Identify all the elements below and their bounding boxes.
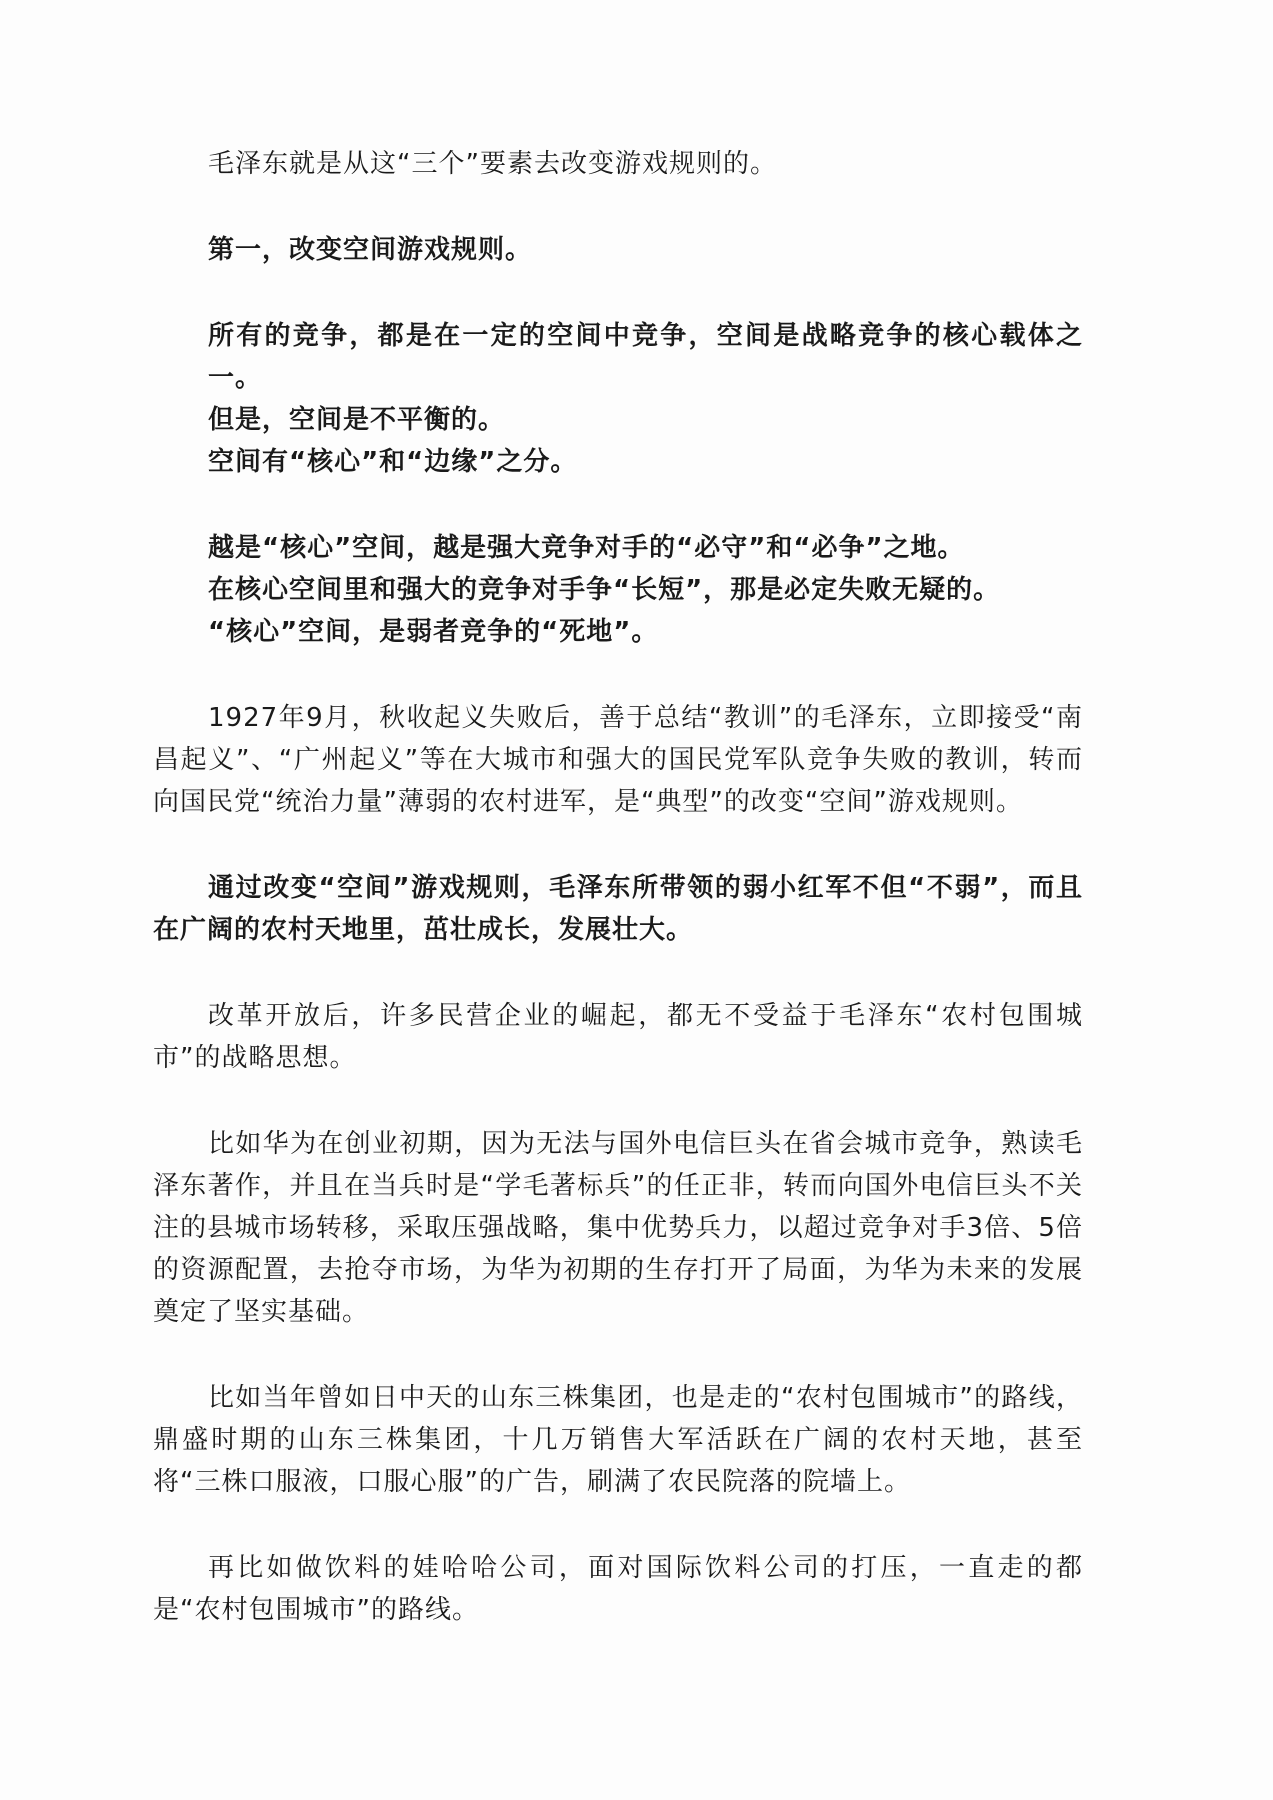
text-line: 所有的竞争，都是在一定的空间中竞争，空间是战略竞争的核心载体之一。: [208, 321, 1083, 393]
text-line: 越是“核心”空间，越是强大竞争对手的“必守”和“必争”之地。: [208, 533, 965, 563]
text-line: 空间有“核心”和“边缘”之分。: [208, 447, 578, 477]
paragraph-red-army: 通过改变“空间”游戏规则，毛泽东所带领的弱小红军不但“不弱”，而且在广阔的农村天地里，茁壮成长，发展壮大。: [153, 873, 1083, 945]
text-line: 但是，空间是不平衡的。: [208, 405, 506, 435]
paragraph-core-space: [153, 527, 1083, 653]
paragraph-huawei: 比如华为在创业初期，因为无法与国外电信巨头在省会城市竞争，熟读毛泽东著作，并且在当兵时是“学毛著标兵”的任正非，转而向国外电信巨头不关注的县城市场转移，采取压强战略，集中优势兵力，以超过竞争对手3倍、5倍的资源配置，去抢夺市场，为华为初期的生存打开了局面，为华为未来的发展奠定了坚实基础。: [153, 1129, 1083, 1327]
paragraph-sanzhu: 比如当年曾如日中天的山东三株集团，也是走的“农村包围城市”的路线，鼎盛时期的山东三株集团，十几万销售大军活跃在广阔的农村天地，甚至将“三株口服液，口服心服”的广告，刷满了农民院落的院墙上。: [153, 1383, 1083, 1497]
paragraph-1927: 1927年9月，秋收起义失败后，善于总结“教训”的毛泽东，立即接受“南昌起义”、“广州起义”等在大城市和强大的国民党军队竞争失败的教训，转而向国民党“统治力量”薄弱的农村进军，是“典型”的改变“空间”游戏规则。: [153, 703, 1083, 817]
paragraph-wahaha: 再比如做饮料的娃哈哈公司，面对国际饮料公司的打压，一直走的都是“农村包围城市”的路线。: [153, 1553, 1083, 1625]
text-line: “核心”空间，是弱者竞争的“死地”。: [208, 617, 659, 647]
paragraph-space-core: [153, 315, 1083, 483]
paragraph-reform: 改革开放后，许多民营企业的崛起，都无不受益于毛泽东“农村包围城市”的战略思想。: [153, 1001, 1083, 1073]
paragraph-intro: 毛泽东就是从这“三个”要素去改变游戏规则的。: [208, 149, 777, 179]
paragraph-heading-first: 第一，改变空间游戏规则。: [208, 235, 533, 265]
text-line: 在核心空间里和强大的竞争对手争“长短”，那是必定失败无疑的。: [208, 575, 1001, 605]
document-body: [153, 143, 1083, 1631]
